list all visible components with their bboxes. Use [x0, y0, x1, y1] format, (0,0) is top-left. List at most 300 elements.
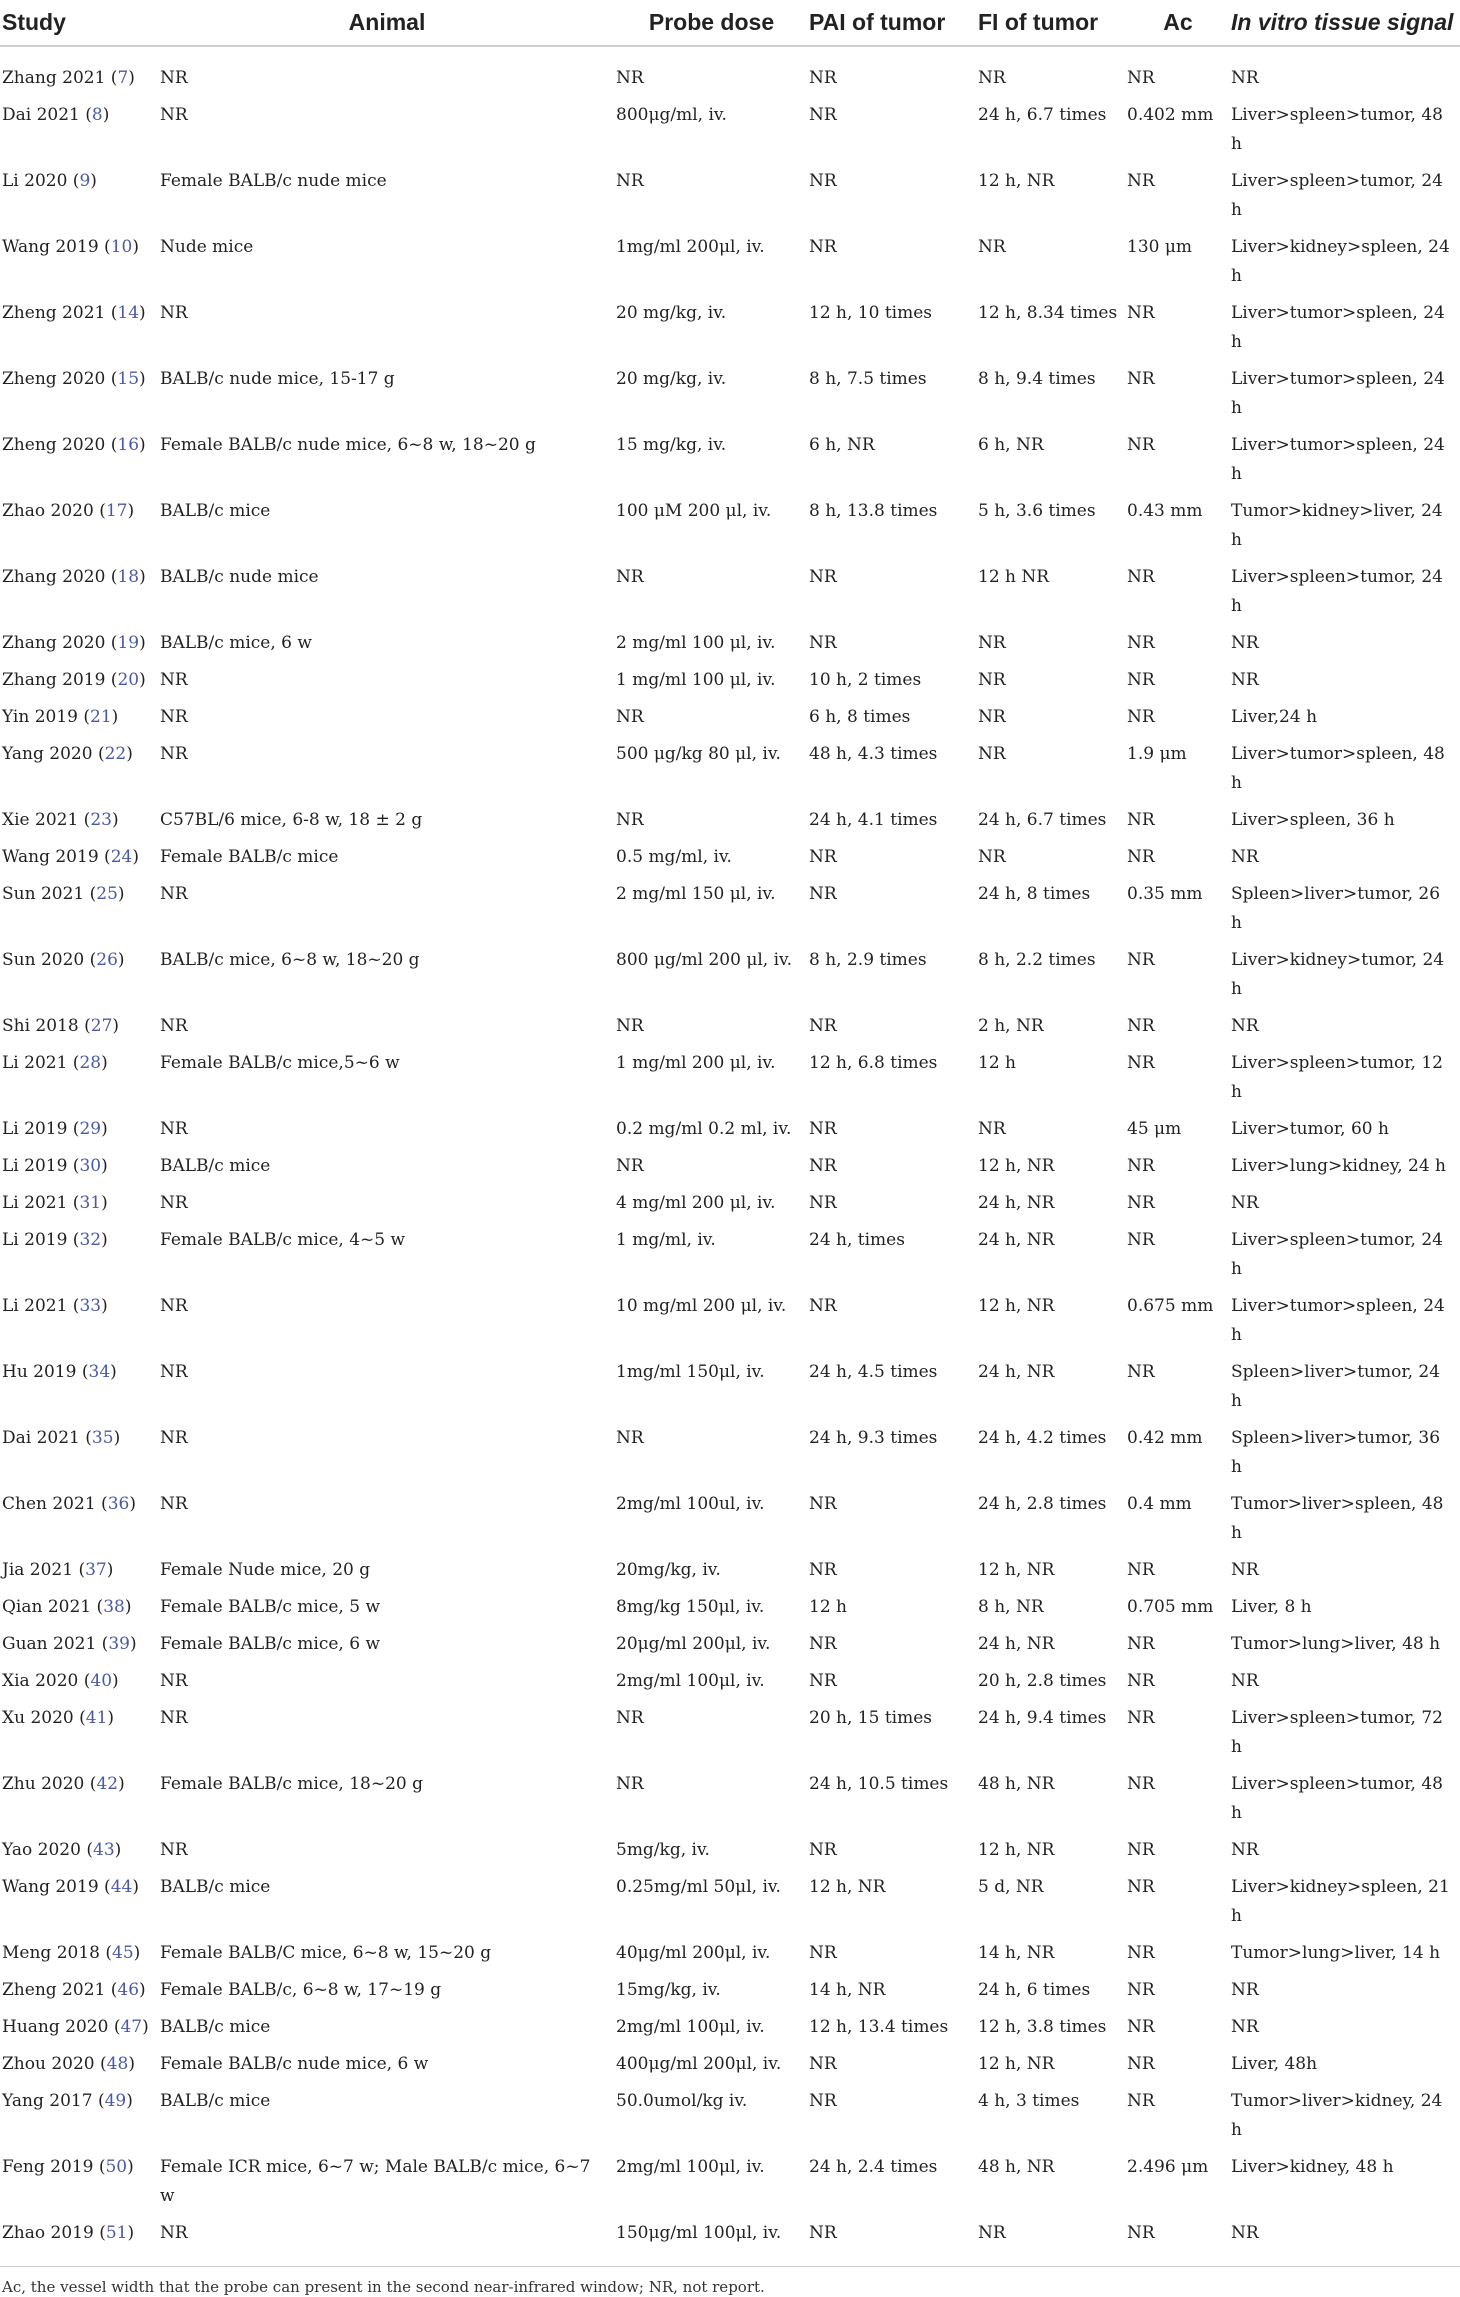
cell-fi-of-tumor: 8 h, 9.4 times [978, 369, 1096, 389]
cell-animal: Female BALB/c mice, 4~5 w [160, 1230, 406, 1250]
cell-study: Li 2019 (32) [2, 1230, 108, 1250]
cell-animal: Female BALB/c nude mice [160, 171, 387, 191]
table-row [0, 1284, 1460, 1350]
cell-probe-dose: 150μg/ml 100μl, iv. [616, 2223, 782, 2243]
cell-ac: NR [1127, 2091, 1155, 2111]
cell-tissue-signal: Liver>lung>kidney, 24 h [1231, 1156, 1446, 1176]
cell-fi-of-tumor: 8 h, 2.2 times [978, 950, 1096, 970]
cell-animal: BALB/c mice, 6~8 w, 18~20 g [160, 950, 420, 970]
reference-link[interactable]: 18 [117, 567, 140, 587]
cell-animal: NR [160, 303, 188, 323]
reference-link[interactable]: 15 [117, 369, 140, 389]
study-name: Li 2020 [2, 171, 68, 191]
cell-fi-of-tumor: 12 h NR [978, 567, 1050, 587]
cell-probe-dose: NR [616, 1774, 644, 1794]
cell-ac: NR [1127, 1193, 1155, 1213]
table-row [0, 1181, 1460, 1218]
table-row [0, 159, 1460, 225]
cell-tissue-signal: Liver>spleen, 36 h [1231, 810, 1395, 830]
header-tissue-signal-label: In vitro tissue signal [1231, 9, 1454, 35]
cell-study: Sun 2021 (25) [2, 884, 125, 904]
cell-pai-of-tumor: 12 h, 6.8 times [809, 1053, 938, 1073]
cell-study: Zhao 2019 (51) [2, 2223, 135, 2243]
cell-ac: NR [1127, 68, 1155, 88]
cell-study: Li 2019 (29) [2, 1119, 108, 1139]
cell-tissue-signal: Spleen>liver>tumor, 24 h [1231, 1362, 1441, 1411]
reference-link[interactable]: 32 [79, 1230, 102, 1250]
cell-study: Hu 2019 (34) [2, 1362, 117, 1382]
cell-animal: NR [160, 2223, 188, 2243]
cell-ac: NR [1127, 670, 1155, 690]
cell-ac: NR [1127, 303, 1155, 323]
cell-tissue-signal: Tumor>lung>liver, 14 h [1231, 1943, 1441, 1963]
table-row [0, 2042, 1460, 2079]
table-row [0, 1696, 1460, 1762]
cell-pai-of-tumor: NR [809, 633, 837, 653]
reference-link[interactable]: 25 [96, 884, 118, 904]
cell-study: Zhang 2020 (19) [2, 633, 146, 653]
cell-study: Xia 2020 (40) [2, 1671, 119, 1691]
header-probe-dose: Probe dose [614, 0, 807, 46]
cell-tissue-signal: NR [1231, 847, 1259, 867]
cell-animal: NR [160, 744, 188, 764]
cell-pai-of-tumor: NR [809, 2223, 837, 2243]
cell-study: Zheng 2020 (16) [2, 435, 146, 455]
study-name: Sun 2021 [2, 884, 85, 904]
study-name: Zheng 2021 [2, 1980, 106, 2000]
cell-study: Zhang 2021 (7) [2, 68, 135, 88]
cell-study: Chen 2021 (36) [2, 1494, 136, 1514]
table-row [0, 658, 1460, 695]
cell-pai-of-tumor: NR [809, 2091, 837, 2111]
cell-tissue-signal: Liver, 8 h [1231, 1597, 1312, 1617]
cell-fi-of-tumor: 5 d, NR [978, 1877, 1044, 1897]
reference-link[interactable]: 9 [79, 171, 91, 191]
cell-animal: Female BALB/c mice, 6 w [160, 1634, 381, 1654]
cell-fi-of-tumor: NR [978, 1119, 1006, 1139]
reference-link[interactable]: 48 [106, 2054, 129, 2074]
cell-tissue-signal: Tumor>kidney>liver, 24 h [1231, 501, 1443, 550]
cell-animal: NR [160, 1428, 188, 1448]
cell-study: Shi 2018 (27) [2, 1016, 120, 1036]
cell-pai-of-tumor: NR [809, 1634, 837, 1654]
reference-link[interactable]: 35 [91, 1428, 114, 1448]
cell-ac: NR [1127, 1016, 1155, 1036]
cell-tissue-signal: NR [1231, 1980, 1259, 2000]
study-name: Meng 2018 [2, 1943, 100, 1963]
study-name: Sun 2020 [2, 950, 85, 970]
cell-pai-of-tumor: NR [809, 1943, 837, 1963]
header-animal: Animal [158, 0, 614, 46]
cell-pai-of-tumor: 24 h, 10.5 times [809, 1774, 949, 1794]
study-name: Yang 2017 [2, 2091, 93, 2111]
reference-link[interactable]: 42 [96, 1774, 119, 1794]
cell-tissue-signal: Liver>spleen>tumor, 24 h [1231, 567, 1443, 616]
reference-link[interactable]: 21 [90, 707, 112, 727]
reference-link[interactable]: 30 [79, 1156, 102, 1176]
cell-tissue-signal: Liver>spleen>tumor, 24 h [1231, 1230, 1443, 1279]
reference-link[interactable]: 36 [107, 1494, 130, 1514]
reference-link[interactable]: 22 [104, 744, 127, 764]
cell-pai-of-tumor: NR [809, 1016, 837, 1036]
cell-pai-of-tumor: NR [809, 1296, 837, 1316]
cell-probe-dose: 20 mg/kg, iv. [616, 369, 727, 389]
cell-ac: NR [1127, 810, 1155, 830]
study-name: Wang 2019 [2, 847, 99, 867]
study-name: Zheng 2021 [2, 303, 106, 323]
study-name: Wang 2019 [2, 1877, 99, 1897]
cell-fi-of-tumor: 6 h, NR [978, 435, 1044, 455]
table-row [0, 621, 1460, 658]
cell-pai-of-tumor: 10 h, 2 times [809, 670, 922, 690]
reference-link[interactable]: 24 [110, 847, 133, 867]
cell-fi-of-tumor: 12 h, NR [978, 171, 1055, 191]
table-row [0, 1828, 1460, 1865]
cell-pai-of-tumor: NR [809, 1494, 837, 1514]
reference-link[interactable]: 45 [112, 1943, 134, 1963]
cell-study: Xu 2020 (41) [2, 1708, 115, 1728]
reference-link[interactable]: 46 [117, 1980, 140, 2000]
table-row [0, 732, 1460, 798]
cell-fi-of-tumor: 24 h, NR [978, 1230, 1055, 1250]
table-row [0, 1622, 1460, 1659]
reference-link[interactable]: 29 [79, 1119, 102, 1139]
cell-fi-of-tumor: 8 h, NR [978, 1597, 1044, 1617]
cell-pai-of-tumor: NR [809, 171, 837, 191]
cell-animal: Female Nude mice, 20 g [160, 1560, 371, 1580]
cell-animal: C57BL/6 mice, 6-8 w, 18 ± 2 g [160, 810, 423, 830]
cell-probe-dose: 1 mg/ml, iv. [616, 1230, 716, 1250]
cell-animal: NR [160, 1016, 188, 1036]
study-name: Zheng 2020 [2, 435, 106, 455]
reference-link[interactable]: 19 [117, 633, 140, 653]
cell-ac: 0.35 mm [1127, 884, 1203, 904]
reference-link[interactable]: 40 [90, 1671, 113, 1691]
cell-probe-dose: 10 mg/ml 200 μl, iv. [616, 1296, 787, 1316]
cell-probe-dose: 1mg/ml 200μl, iv. [616, 237, 765, 257]
cell-tissue-signal: Liver>tumor>spleen, 24 h [1231, 369, 1445, 418]
cell-fi-of-tumor: 4 h, 3 times [978, 2091, 1080, 2111]
cell-study: Jia 2021 (37) [2, 1560, 114, 1580]
study-name: Li 2021 [2, 1296, 68, 1316]
cell-tissue-signal: NR [1231, 670, 1259, 690]
header-pai-of-tumor: PAI of tumor [807, 0, 976, 46]
header-fi-of-tumor: FI of tumor [976, 0, 1125, 46]
study-name: Xu 2020 [2, 1708, 74, 1728]
cell-probe-dose: NR [616, 810, 644, 830]
cell-probe-dose: 0.25mg/ml 50μl, iv. [616, 1877, 781, 1897]
cell-fi-of-tumor: 5 h, 3.6 times [978, 501, 1096, 521]
cell-probe-dose: 5mg/kg, iv. [616, 1840, 710, 1860]
study-name: Yin 2019 [2, 707, 78, 727]
table-row [0, 423, 1460, 489]
reference-link[interactable]: 38 [103, 1597, 125, 1617]
cell-fi-of-tumor: 24 h, NR [978, 1362, 1055, 1382]
reference-link[interactable]: 27 [90, 1016, 113, 1036]
table-row [0, 1968, 1460, 2005]
cell-tissue-signal: Liver>tumor, 60 h [1231, 1119, 1389, 1139]
cell-pai-of-tumor: 12 h, NR [809, 1877, 886, 1897]
cell-study: Zheng 2021 (46) [2, 1980, 146, 2000]
cell-fi-of-tumor: NR [978, 707, 1006, 727]
cell-study: Sun 2020 (26) [2, 950, 125, 970]
cell-animal: NR [160, 884, 188, 904]
cell-probe-dose: 800 μg/ml 200 μl, iv. [616, 950, 793, 970]
cell-pai-of-tumor: 20 h, 15 times [809, 1708, 933, 1728]
cell-fi-of-tumor: 12 h, 8.34 times [978, 303, 1118, 323]
cell-study: Zhang 2020 (18) [2, 567, 146, 587]
reference-link[interactable]: 31 [79, 1193, 102, 1213]
cell-tissue-signal: Liver>tumor>spleen, 24 h [1231, 303, 1445, 352]
table-row [0, 2079, 1460, 2145]
cell-pai-of-tumor: NR [809, 105, 837, 125]
cell-ac: NR [1127, 435, 1155, 455]
cell-ac: NR [1127, 2223, 1155, 2243]
cell-ac: NR [1127, 1708, 1155, 1728]
cell-animal: BALB/c mice, 6 w [160, 633, 312, 653]
cell-study: Zhou 2020 (48) [2, 2054, 135, 2074]
reference-link[interactable]: 44 [110, 1877, 133, 1897]
header-ac: Ac [1125, 0, 1229, 46]
cell-probe-dose: 2 mg/ml 150 μl, iv. [616, 884, 776, 904]
cell-pai-of-tumor: 12 h [809, 1597, 847, 1617]
cell-animal: NR [160, 105, 188, 125]
reference-link[interactable]: 47 [120, 2017, 143, 2037]
cell-pai-of-tumor: NR [809, 1119, 837, 1139]
table-row [0, 489, 1460, 555]
cell-pai-of-tumor: NR [809, 1840, 837, 1860]
cell-ac: NR [1127, 1053, 1155, 1073]
cell-animal: Female BALB/c, 6~8 w, 17~19 g [160, 1980, 442, 2000]
study-name: Chen 2021 [2, 1494, 96, 1514]
reference-link[interactable]: 20 [117, 670, 140, 690]
cell-pai-of-tumor: NR [809, 1671, 837, 1691]
cell-animal: BALB/c mice [160, 1877, 271, 1897]
reference-link[interactable]: 17 [105, 501, 128, 521]
cell-probe-dose: 2mg/ml 100ul, iv. [616, 1494, 765, 1514]
study-name: Zhang 2020 [2, 633, 106, 653]
cell-ac: NR [1127, 1362, 1155, 1382]
study-name: Zhu 2020 [2, 1774, 85, 1794]
table-row [0, 2005, 1460, 2042]
cell-tissue-signal: Liver, 48h [1231, 2054, 1318, 2074]
cell-fi-of-tumor: 24 h, 4.2 times [978, 1428, 1107, 1448]
table-row [0, 1548, 1460, 1585]
cell-study: Qian 2021 (38) [2, 1597, 132, 1617]
cell-animal: NR [160, 1362, 188, 1382]
cell-probe-dose: NR [616, 1428, 644, 1448]
table-header [0, 0, 1460, 46]
cell-fi-of-tumor: 48 h, NR [978, 2157, 1055, 2177]
reference-link[interactable]: 16 [117, 435, 140, 455]
cell-fi-of-tumor: 24 h, 6 times [978, 1980, 1091, 2000]
cell-study: Yin 2019 (21) [2, 707, 119, 727]
cell-pai-of-tumor: NR [809, 884, 837, 904]
table-row [0, 1659, 1460, 1696]
study-name: Xie 2021 [2, 810, 79, 830]
cell-study: Wang 2019 (10) [2, 237, 139, 257]
table-row [0, 225, 1460, 291]
reference-link[interactable]: 50 [105, 2157, 128, 2177]
cell-ac: 130 μm [1127, 237, 1193, 257]
table-row [0, 872, 1460, 938]
table-row [0, 695, 1460, 732]
cell-ac: 0.43 mm [1127, 501, 1203, 521]
cell-fi-of-tumor: NR [978, 744, 1006, 764]
cell-probe-dose: 2mg/ml 100μl, iv. [616, 2017, 765, 2037]
cell-fi-of-tumor: 24 h, 6.7 times [978, 105, 1107, 125]
cell-ac: 0.675 mm [1127, 1296, 1214, 1316]
cell-pai-of-tumor: 24 h, times [809, 1230, 905, 1250]
cell-tissue-signal: Spleen>liver>tumor, 26 h [1231, 884, 1441, 933]
cell-ac: NR [1127, 707, 1155, 727]
table-row [0, 1865, 1460, 1931]
cell-ac: NR [1127, 1230, 1155, 1250]
cell-tissue-signal: Liver>tumor>spleen, 24 h [1231, 435, 1445, 484]
reference-link[interactable]: 10 [110, 237, 133, 257]
cell-study: Li 2021 (33) [2, 1296, 108, 1316]
reference-link[interactable]: 33 [79, 1296, 102, 1316]
cell-probe-dose: 800μg/ml, iv. [616, 105, 727, 125]
cell-probe-dose: 2mg/ml 100μl, iv. [616, 1671, 765, 1691]
cell-ac: 45 μm [1127, 1119, 1182, 1139]
reference-link[interactable]: 39 [108, 1634, 130, 1654]
cell-probe-dose: NR [616, 707, 644, 727]
cell-pai-of-tumor: 12 h, 13.4 times [809, 2017, 949, 2037]
study-name: Qian 2021 [2, 1597, 92, 1617]
cell-probe-dose: 50.0umol/kg iv. [616, 2091, 748, 2111]
cell-fi-of-tumor: 12 h, NR [978, 1560, 1055, 1580]
cell-probe-dose: 0.5 mg/ml, iv. [616, 847, 732, 867]
table-row [0, 938, 1460, 1004]
cell-ac: 0.42 mm [1127, 1428, 1203, 1448]
cell-fi-of-tumor: NR [978, 2223, 1006, 2243]
cell-tissue-signal: Liver>tumor>spleen, 48 h [1231, 744, 1445, 793]
cell-pai-of-tumor: 48 h, 4.3 times [809, 744, 938, 764]
cell-pai-of-tumor: 8 h, 7.5 times [809, 369, 927, 389]
study-name: Li 2021 [2, 1053, 68, 1073]
cell-tissue-signal: Liver,24 h [1231, 707, 1318, 727]
reference-link[interactable]: 7 [117, 68, 129, 88]
cell-animal: NR [160, 1494, 188, 1514]
cell-fi-of-tumor: 24 h, 8 times [978, 884, 1091, 904]
cell-tissue-signal: Liver>kidney>tumor, 24 h [1231, 950, 1445, 999]
study-name: Shi 2018 [2, 1016, 79, 1036]
cell-fi-of-tumor: NR [978, 237, 1006, 257]
reference-link[interactable]: 8 [91, 105, 103, 125]
cell-tissue-signal: NR [1231, 2223, 1259, 2243]
reference-link[interactable]: 51 [105, 2223, 128, 2243]
study-name: Li 2019 [2, 1230, 68, 1250]
cell-tissue-signal: Liver>kidney>spleen, 21 h [1231, 1877, 1450, 1926]
table-row [0, 1041, 1460, 1107]
reference-link[interactable]: 34 [88, 1362, 111, 1382]
cell-probe-dose: NR [616, 1156, 644, 1176]
table-row [0, 555, 1460, 621]
reference-link[interactable]: 37 [85, 1560, 107, 1580]
cell-study: Li 2020 (9) [2, 171, 97, 191]
cell-probe-dose: 20μg/ml 200μl, iv. [616, 1634, 771, 1654]
cell-tissue-signal: Liver>tumor>spleen, 24 h [1231, 1296, 1445, 1345]
cell-study: Zhang 2019 (20) [2, 670, 146, 690]
cell-ac: 0.705 mm [1127, 1597, 1214, 1617]
cell-fi-of-tumor: 24 h, 9.4 times [978, 1708, 1107, 1728]
cell-study: Yao 2020 (43) [2, 1840, 122, 1860]
table-row [0, 1416, 1460, 1482]
cell-animal: Female ICR mice, 6~7 w; Male BALB/c mice, 6~7 w [160, 2157, 591, 2206]
cell-animal: BALB/c nude mice [160, 567, 319, 587]
cell-probe-dose: NR [616, 1708, 644, 1728]
reference-link[interactable]: 49 [104, 2091, 127, 2111]
table-row [0, 1350, 1460, 1416]
cell-tissue-signal: Liver>spleen>tumor, 72 h [1231, 1708, 1443, 1757]
table-row [0, 1931, 1460, 1968]
cell-pai-of-tumor: 6 h, NR [809, 435, 875, 455]
cell-study: Feng 2019 (50) [2, 2157, 134, 2177]
cell-pai-of-tumor: 14 h, NR [809, 1980, 886, 2000]
table-row [0, 1482, 1460, 1548]
cell-pai-of-tumor: NR [809, 847, 837, 867]
reference-link[interactable]: 14 [117, 303, 140, 323]
cell-fi-of-tumor: 12 h, NR [978, 1156, 1055, 1176]
study-name: Hu 2019 [2, 1362, 77, 1382]
cell-pai-of-tumor: NR [809, 1560, 837, 1580]
reference-link[interactable]: 28 [79, 1053, 102, 1073]
cell-tissue-signal: Tumor>liver>kidney, 24 h [1231, 2091, 1443, 2140]
cell-study: Dai 2021 (35) [2, 1428, 121, 1448]
cell-animal: NR [160, 1708, 188, 1728]
reference-link[interactable]: 23 [90, 810, 112, 830]
cell-probe-dose: 0.2 mg/ml 0.2 ml, iv. [616, 1119, 792, 1139]
table-row [0, 46, 1460, 93]
cell-pai-of-tumor: NR [809, 68, 837, 88]
cell-probe-dose: 4 mg/ml 200 μl, iv. [616, 1193, 776, 1213]
cell-animal: Nude mice [160, 237, 254, 257]
table-row [0, 1762, 1460, 1828]
cell-pai-of-tumor: NR [809, 1156, 837, 1176]
cell-fi-of-tumor: 12 h, NR [978, 1296, 1055, 1316]
cell-pai-of-tumor: 8 h, 2.9 times [809, 950, 927, 970]
reference-link[interactable]: 41 [85, 1708, 108, 1728]
cell-tissue-signal: NR [1231, 1671, 1259, 1691]
cell-ac: 2.496 μm [1127, 2157, 1209, 2177]
cell-animal: Female BALB/c nude mice, 6 w [160, 2054, 429, 2074]
cell-tissue-signal: Tumor>lung>liver, 48 h [1231, 1634, 1441, 1654]
reference-link[interactable]: 26 [96, 950, 118, 970]
cell-fi-of-tumor: NR [978, 670, 1006, 690]
study-name: Zhang 2020 [2, 567, 106, 587]
table-row [0, 93, 1460, 159]
reference-link[interactable]: 43 [93, 1840, 115, 1860]
cell-study: Zhu 2020 (42) [2, 1774, 125, 1794]
cell-probe-dose: 20mg/kg, iv. [616, 1560, 721, 1580]
study-name: Wang 2019 [2, 237, 99, 257]
cell-animal: NR [160, 1671, 188, 1691]
header-study: Study [0, 0, 158, 46]
cell-tissue-signal: NR [1231, 633, 1259, 653]
table-row [0, 1107, 1460, 1144]
study-name: Zhao 2019 [2, 2223, 94, 2243]
study-name: Yao 2020 [2, 1840, 81, 1860]
cell-study: Zhao 2020 (17) [2, 501, 135, 521]
cell-probe-dose: NR [616, 171, 644, 191]
cell-pai-of-tumor: 24 h, 9.3 times [809, 1428, 938, 1448]
cell-tissue-signal: NR [1231, 68, 1259, 88]
cell-tissue-signal: NR [1231, 2017, 1259, 2037]
cell-ac: NR [1127, 369, 1155, 389]
cell-ac: 0.4 mm [1127, 1494, 1192, 1514]
cell-pai-of-tumor: 24 h, 4.5 times [809, 1362, 938, 1382]
